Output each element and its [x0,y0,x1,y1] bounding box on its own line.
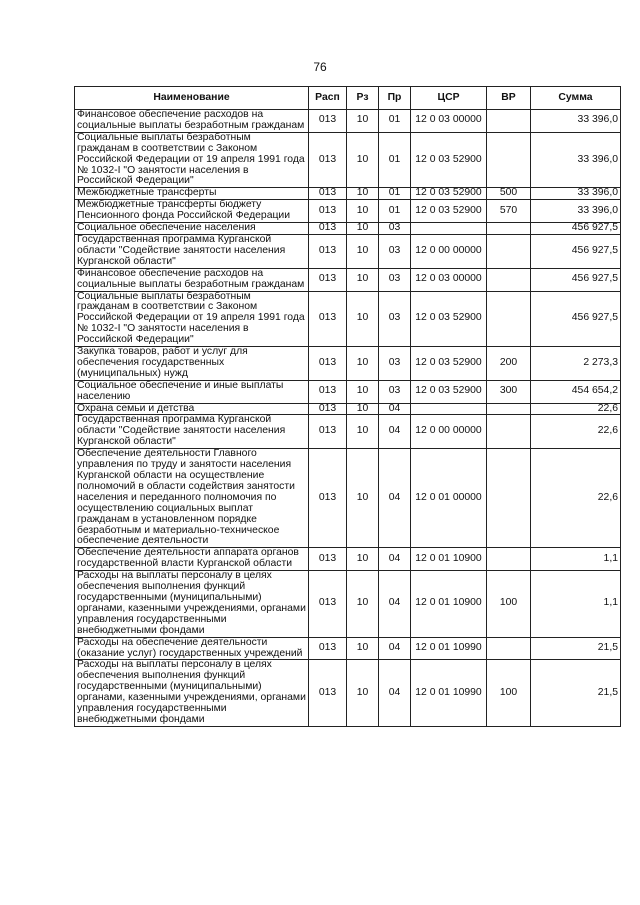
row-vr [487,291,531,347]
row-sum: 456 927,5 [531,291,621,347]
row-rasp: 013 [309,403,347,415]
row-name: Социальное обеспечение населения [75,223,309,235]
row-csr: 12 0 03 52900 [411,200,487,223]
row-sum: 33 396,0 [531,200,621,223]
table-row [75,449,621,548]
row-csr: 12 0 01 10900 [411,548,487,571]
row-rz: 10 [347,347,379,381]
table-row [75,188,621,200]
header-csr: ЦСР [411,87,487,110]
row-rz: 10 [347,200,379,223]
row-csr: 12 0 00 00000 [411,415,487,449]
row-sum: 33 396,0 [531,110,621,133]
row-vr: 100 [487,660,531,726]
row-csr: 12 0 01 10990 [411,660,487,726]
row-pr: 04 [379,403,411,415]
row-csr: 12 0 03 52900 [411,132,487,188]
row-rz: 10 [347,571,379,637]
row-rz: 10 [347,268,379,291]
row-name: Финансовое обеспечение расходов на социальные выплаты безработным гражданам [75,268,309,291]
row-name: Обеспечение деятельности Главного управления по труду и занятости населения Курганской области на осуществление полномочий в области содействия занятости населения и переданного полномочия по осуществлению социальных выплат гражданам в установленном порядке безработным и материально-техническое обеспечение деятельности [75,449,309,548]
row-pr: 03 [379,234,411,268]
row-pr: 03 [379,223,411,235]
row-vr: 300 [487,380,531,403]
row-rasp: 013 [309,291,347,347]
row-name: Государственная программа Курганской области "Содействие занятости населения Курганской области" [75,234,309,268]
row-rz: 10 [347,291,379,347]
row-rasp: 013 [309,571,347,637]
row-rz: 10 [347,449,379,548]
row-pr: 04 [379,548,411,571]
row-rasp: 013 [309,415,347,449]
row-rasp: 013 [309,660,347,726]
row-pr: 04 [379,449,411,548]
row-name: Расходы на обеспечение деятельности (оказание услуг) государственных учреждений [75,637,309,660]
table-body [75,110,621,727]
row-sum: 456 927,5 [531,234,621,268]
row-rasp: 013 [309,132,347,188]
row-csr: 12 0 03 52900 [411,347,487,381]
page-number: 76 [313,60,327,74]
row-name: Расходы на выплаты персоналу в целях обеспечения выполнения функций государственными (муниципальными) органами, казенными учреждениями, органами управления государственными внебюджетными фондами [75,660,309,726]
row-pr: 01 [379,132,411,188]
row-vr [487,449,531,548]
row-vr: 100 [487,571,531,637]
row-rasp: 013 [309,223,347,235]
header-sum: Сумма [531,87,621,110]
header-name: Наименование [75,87,309,110]
table-row [75,637,621,660]
table-row [75,403,621,415]
row-sum: 1,1 [531,571,621,637]
row-vr [487,637,531,660]
table-row [75,234,621,268]
row-rz: 10 [347,548,379,571]
row-rz: 10 [347,660,379,726]
row-csr: 12 0 00 00000 [411,234,487,268]
row-csr: 12 0 03 00000 [411,268,487,291]
row-rz: 10 [347,403,379,415]
row-rz: 10 [347,415,379,449]
table-row [75,660,621,726]
row-rz: 10 [347,132,379,188]
row-csr: 12 0 01 10900 [411,571,487,637]
row-sum: 22,6 [531,403,621,415]
row-csr: 12 0 03 52900 [411,380,487,403]
row-sum: 1,1 [531,548,621,571]
row-rasp: 013 [309,637,347,660]
row-rasp: 013 [309,110,347,133]
header-vr: ВР [487,87,531,110]
row-pr: 04 [379,571,411,637]
header-pr: Пр [379,87,411,110]
row-vr [487,223,531,235]
row-sum: 21,5 [531,660,621,726]
row-sum: 22,6 [531,449,621,548]
row-rz: 10 [347,188,379,200]
row-rasp: 013 [309,188,347,200]
row-vr [487,110,531,133]
row-name: Закупка товаров, работ и услуг для обеспечения государственных (муниципальных) нужд [75,347,309,381]
row-name: Социальные выплаты безработным гражданам в соответствии с Законом Российской Федерации от 19 апреля 1991 года № 1032-I "О занятости населения в Российской Федерации" [75,132,309,188]
row-name: Межбюджетные трансферты [75,188,309,200]
row-pr: 03 [379,380,411,403]
header-rasp: Расп [309,87,347,110]
table-row [75,548,621,571]
table-row [75,380,621,403]
row-rz: 10 [347,380,379,403]
row-rasp: 013 [309,200,347,223]
row-name: Социальные выплаты безработным гражданам в соответствии с Законом Российской Федерации от 19 апреля 1991 года № 1032-I "О занятости населения в Российской Федерации" [75,291,309,347]
table-row [75,571,621,637]
row-pr: 03 [379,291,411,347]
row-csr: 12 0 03 52900 [411,188,487,200]
row-csr: 12 0 03 00000 [411,110,487,133]
table-row [75,132,621,188]
row-pr: 01 [379,110,411,133]
table-row [75,291,621,347]
row-rasp: 013 [309,548,347,571]
table-row [75,415,621,449]
row-vr: 200 [487,347,531,381]
row-csr [411,223,487,235]
budget-table [74,86,621,727]
row-csr: 12 0 01 00000 [411,449,487,548]
row-rz: 10 [347,234,379,268]
row-sum: 33 396,0 [531,188,621,200]
row-name: Межбюджетные трансферты бюджету Пенсионного фонда Российской Федерации [75,200,309,223]
table-row [75,268,621,291]
row-rasp: 013 [309,268,347,291]
row-vr: 500 [487,188,531,200]
row-name: Государственная программа Курганской области "Содействие занятости населения Курганской области" [75,415,309,449]
row-sum: 2 273,3 [531,347,621,381]
row-pr: 03 [379,268,411,291]
row-vr [487,268,531,291]
row-rasp: 013 [309,380,347,403]
table-row [75,223,621,235]
table-header-row [75,87,621,110]
row-csr [411,403,487,415]
table-row [75,110,621,133]
row-sum: 33 396,0 [531,132,621,188]
header-rz: Рз [347,87,379,110]
row-name: Охрана семьи и детства [75,403,309,415]
row-rz: 10 [347,110,379,133]
row-vr [487,415,531,449]
row-rasp: 013 [309,449,347,548]
row-vr [487,234,531,268]
row-rasp: 013 [309,234,347,268]
row-vr [487,548,531,571]
row-name: Финансовое обеспечение расходов на социальные выплаты безработным гражданам [75,110,309,133]
row-pr: 04 [379,637,411,660]
row-pr: 03 [379,347,411,381]
row-rz: 10 [347,637,379,660]
table-row [75,347,621,381]
table-row [75,200,621,223]
row-sum: 454 654,2 [531,380,621,403]
row-pr: 01 [379,188,411,200]
row-sum: 21,5 [531,637,621,660]
row-name: Социальное обеспечение и иные выплаты населению [75,380,309,403]
row-csr: 12 0 01 10990 [411,637,487,660]
row-sum: 456 927,5 [531,223,621,235]
row-vr [487,132,531,188]
row-rasp: 013 [309,347,347,381]
row-name: Расходы на выплаты персоналу в целях обеспечения выполнения функций государственными (муниципальными) органами, казенными учреждениями, органами управления государственными внебюджетными фондами [75,571,309,637]
row-pr: 04 [379,660,411,726]
row-sum: 456 927,5 [531,268,621,291]
row-pr: 04 [379,415,411,449]
row-vr [487,403,531,415]
row-sum: 22,6 [531,415,621,449]
row-vr: 570 [487,200,531,223]
row-csr: 12 0 03 52900 [411,291,487,347]
row-pr: 01 [379,200,411,223]
row-name: Обеспечение деятельности аппарата органов государственной власти Курганской области [75,548,309,571]
row-rz: 10 [347,223,379,235]
